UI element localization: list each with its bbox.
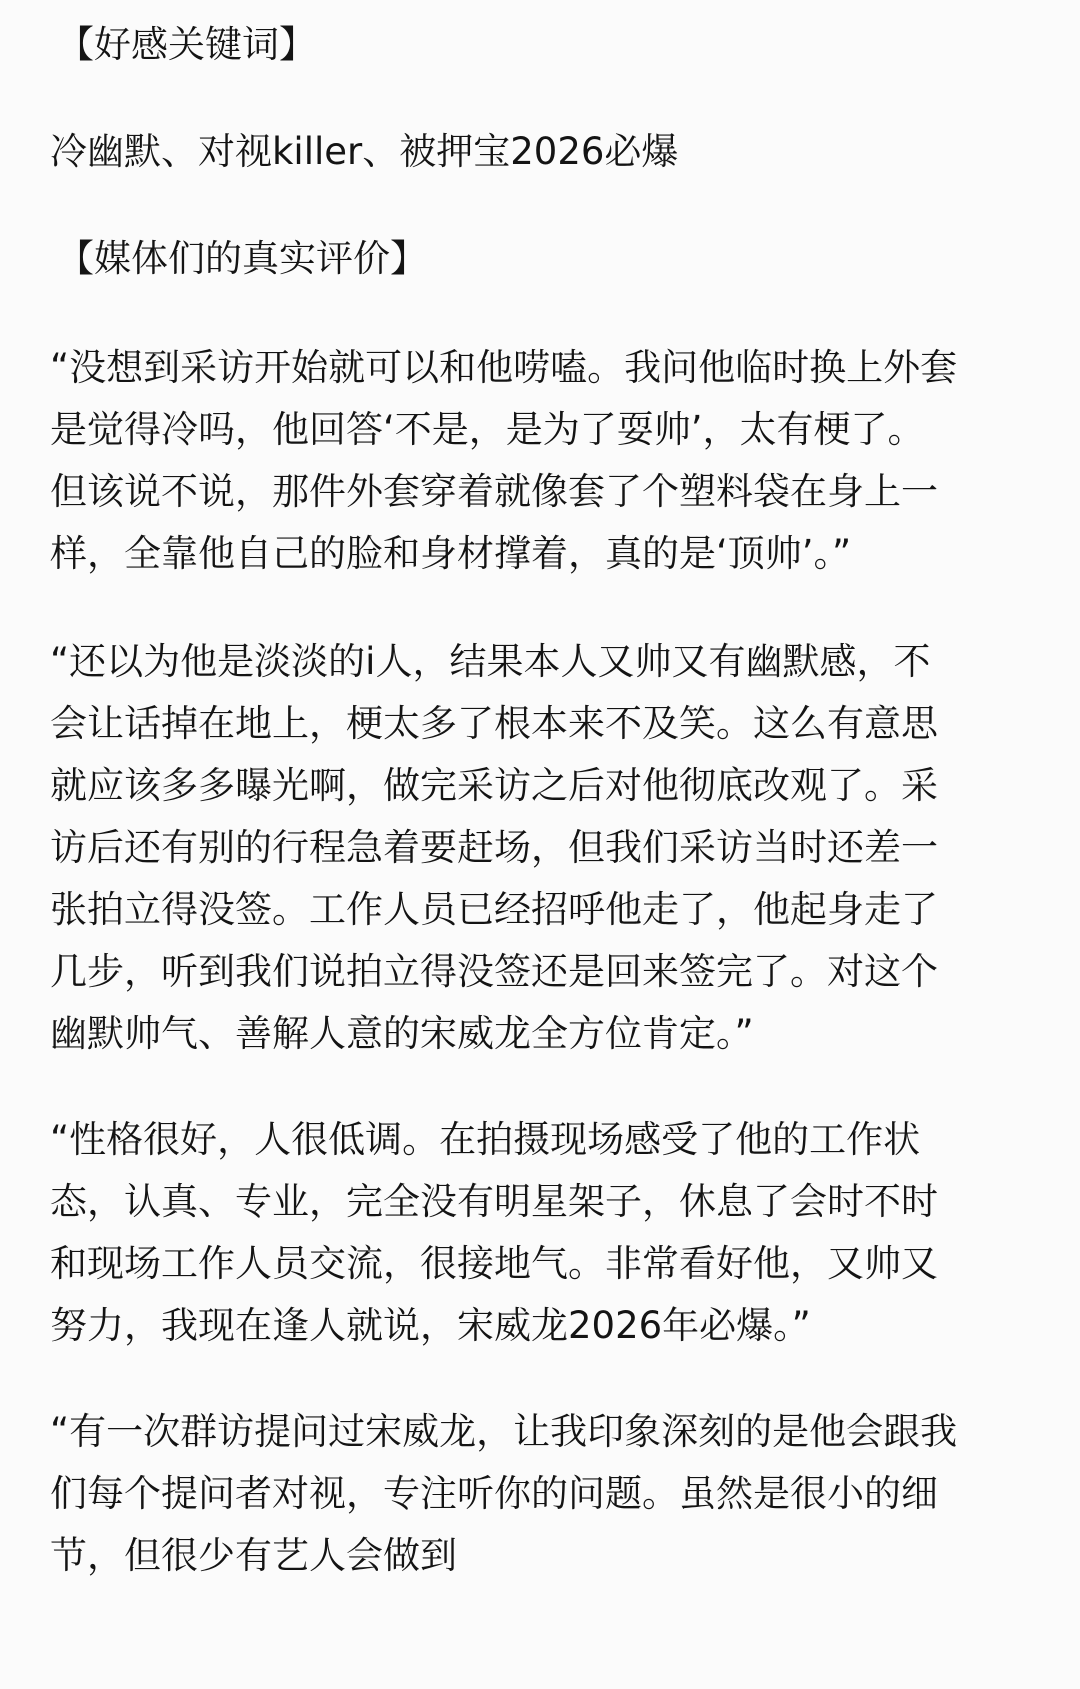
review-3-line-3: 和现场工作人员交流，很接地气。非常看好他，又帅又 bbox=[50, 1242, 938, 1285]
keywords-text: 冷幽默、对视killer、被押宝2026必爆 bbox=[50, 130, 679, 173]
review-1-line-1: “没想到采访开始就可以和他唠嗑。我问他临时换上外套 bbox=[50, 346, 958, 389]
review-3-line-1: “性格很好，人很低调。在拍摄现场感受了他的工作状 bbox=[50, 1118, 921, 1161]
review-2-line-5: 张拍立得没签。工作人员已经招呼他走了，他起身走了 bbox=[50, 888, 938, 931]
review-2-line-2: 会让话掉在地上，梗太多了根本来不及笑。这么有意思 bbox=[50, 702, 938, 745]
review-2-line-7: 幽默帅气、善解人意的宋威龙全方位肯定。” bbox=[50, 1012, 754, 1055]
review-3-line-2: 态，认真、专业，完全没有明星架子，休息了会时不时 bbox=[50, 1180, 938, 1223]
review-2-line-3: 就应该多多曝光啊，做完采访之后对他彻底改观了。采 bbox=[50, 764, 938, 807]
review-2-line-4: 访后还有别的行程急着要赶场，但我们采访当时还差一 bbox=[50, 826, 938, 869]
review-2-line-6: 几步，听到我们说拍立得没签还是回来签完了。对这个 bbox=[50, 950, 938, 993]
review-1-line-4: 样，全靠他自己的脸和身材撑着，真的是‘顶帅’。” bbox=[50, 532, 852, 575]
review-4-line-1: “有一次群访提问过宋威龙，让我印象深刻的是他会跟我 bbox=[50, 1410, 958, 1453]
keywords-heading: 【好感关键词】 bbox=[57, 23, 316, 66]
review-3-line-4: 努力，我现在逢人就说，宋威龙2026年必爆。” bbox=[50, 1304, 811, 1347]
media-reviews-heading: 【媒体们的真实评价】 bbox=[57, 237, 427, 280]
review-2-line-1: “还以为他是淡淡的i人，结果本人又帅又有幽默感，不 bbox=[50, 640, 931, 683]
bottom-edge-mask bbox=[0, 1660, 1080, 1689]
review-1-line-3: 但该说不说，那件外套穿着就像套了个塑料袋在身上一 bbox=[50, 470, 938, 513]
review-1-line-2: 是觉得冷吗，他回答‘不是，是为了耍帅’，太有梗了。 bbox=[50, 408, 925, 451]
review-4-line-2: 们每个提问者对视，专注听你的问题。虽然是很小的细 bbox=[50, 1472, 938, 1515]
review-4-line-3: 节，但很少有艺人会做到 bbox=[50, 1534, 457, 1577]
